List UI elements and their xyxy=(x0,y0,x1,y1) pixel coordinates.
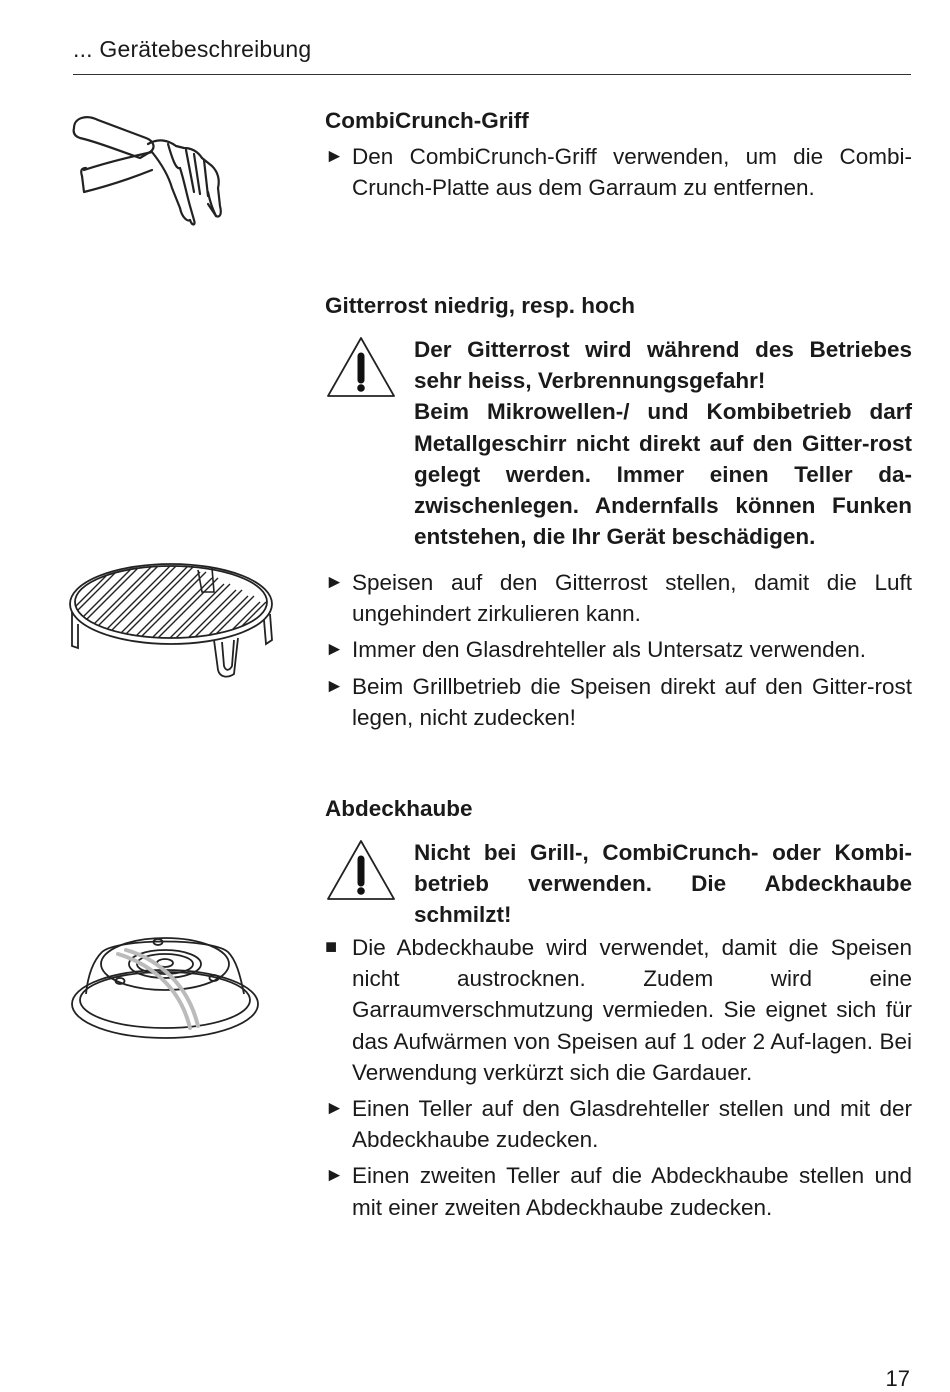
square-bullet: ■ xyxy=(325,936,338,958)
list-item xyxy=(325,1160,912,1222)
list-item xyxy=(325,634,912,665)
list-item-text: Den CombiCrunch-Griff verwenden, um die Combi-Crunch-Platte aus dem Garraum zu entfernen. xyxy=(352,144,912,201)
list-item xyxy=(325,567,912,629)
warning-line: Der Gitterrost wird während des Betriebes sehr heiss, Verbrennungsgefahr! xyxy=(414,337,912,394)
list-item-text: Speisen auf den Gitterrost stellen, damit die Luft ungehindert zirkulieren kann. xyxy=(352,570,912,627)
header-divider xyxy=(73,74,911,75)
arrow-marker: ► xyxy=(325,1165,344,1187)
gitterrost-list xyxy=(325,567,912,733)
list-item-text: Die Abdeckhaube wird verwendet, damit die Speisen nicht austrocknen. Zudem wird eine Garraumverschmutzung vermieden. Sie eignet sich für das Aufwärmen von Speisen auf 1 oder 2 Auf-lagen. Bei Verwendung verkürzt sich die Gardauer. xyxy=(352,935,912,1085)
arrow-marker: ► xyxy=(325,1098,344,1120)
warning-text xyxy=(414,837,912,931)
running-header: ... Gerätebeschreibung xyxy=(73,36,312,62)
list-item-text: Beim Grillbetrieb die Speisen direkt auf den Gitter-rost legen, nicht zudecken! xyxy=(352,673,912,730)
list-item-text: Einen zweiten Teller auf die Abdeckhaube stellen und mit einer zweiten Abdeckhaube zudecken. xyxy=(352,1163,912,1220)
arrow-marker: ► xyxy=(325,146,344,167)
arrow-marker: ► xyxy=(325,639,344,661)
list-item xyxy=(325,141,912,203)
section-title-griff: CombiCrunch-Griff xyxy=(325,108,529,133)
list-item xyxy=(325,1093,912,1155)
combicrunch-grip-illustration xyxy=(68,108,228,233)
warning-triangle-icon xyxy=(325,334,397,400)
page-number: 17 xyxy=(885,1366,910,1391)
abdeckhaube-list xyxy=(325,932,912,1223)
warning-line: Nicht bei Grill-, CombiCrunch- oder Kombi-betrieb verwenden. Die Abdeckhaube schmilzt! xyxy=(414,840,912,928)
warning-block-gitterrost xyxy=(325,334,912,552)
warning-line: Beim Mikrowellen-/ und Kombibetrieb darf Metallgeschirr nicht direkt auf den Gitter-rost gelegt werden. Immer einen Teller da-zwischenlegen. Andernfalls können Funken entstehen, die Ihr Gerät beschädigen. xyxy=(414,399,912,550)
cover-dome-illustration xyxy=(68,934,268,1044)
section-title-abdeckhaube: Abdeckhaube xyxy=(325,796,473,821)
list-item-text: Immer den Glasdrehteller als Untersatz verwenden. xyxy=(352,637,866,663)
grill-rack-illustration xyxy=(68,556,278,682)
section-title-gitterrost: Gitterrost niedrig, resp. hoch xyxy=(325,293,636,318)
warning-text xyxy=(414,334,912,552)
arrow-marker: ► xyxy=(325,675,344,697)
list-item xyxy=(325,932,912,1088)
griff-list xyxy=(325,141,912,203)
arrow-marker: ► xyxy=(325,572,344,593)
warning-block-abdeckhaube xyxy=(325,837,912,931)
warning-triangle-icon xyxy=(325,837,397,903)
list-item xyxy=(325,671,912,733)
list-item-text: Einen Teller auf den Glasdrehteller stellen und mit der Abdeckhaube zudecken. xyxy=(352,1096,912,1153)
